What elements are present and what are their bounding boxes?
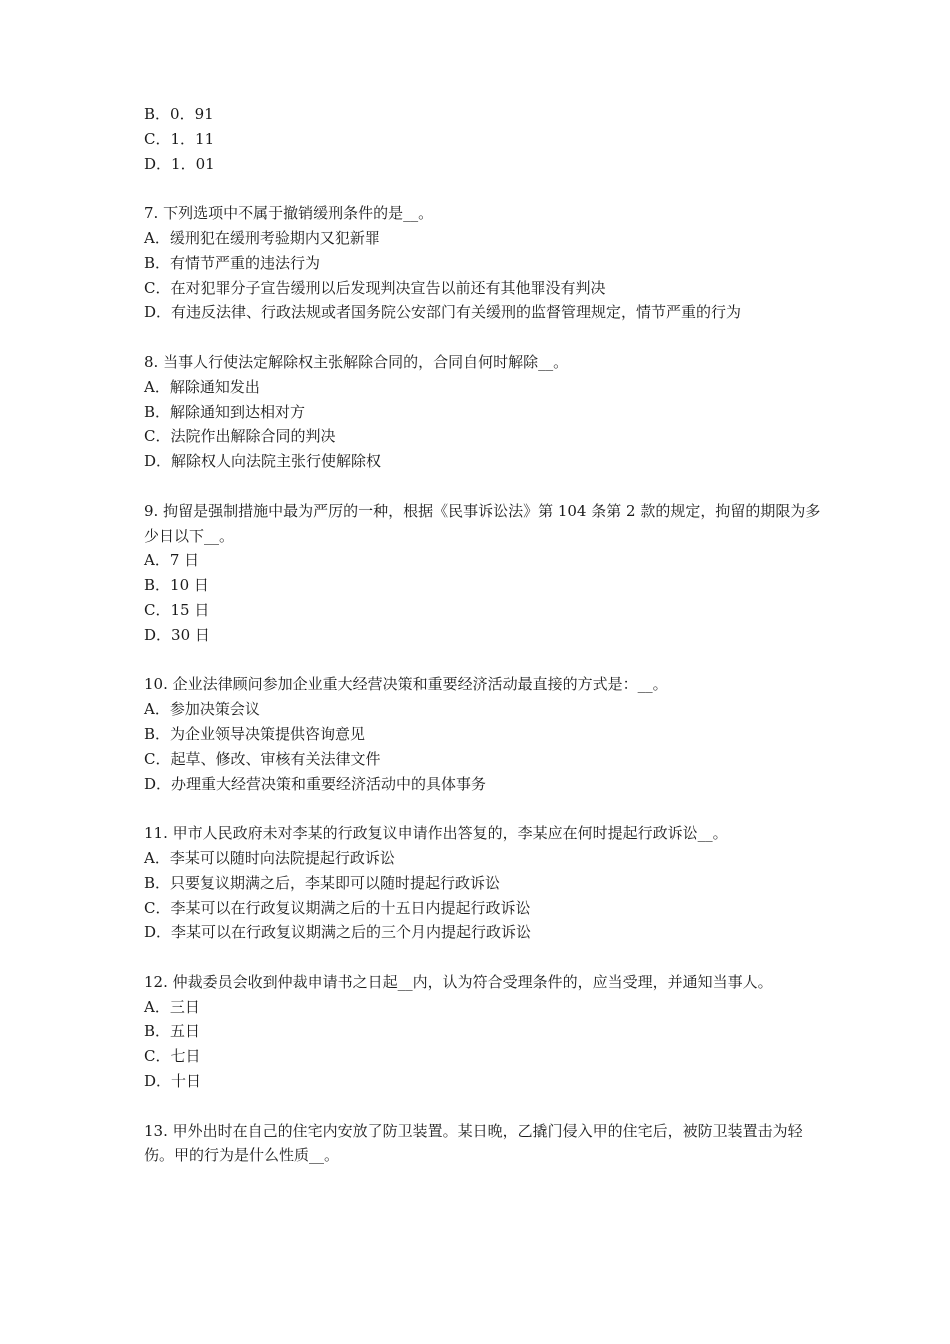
option-d: D．十日 [144, 1072, 202, 1091]
spacer [144, 648, 824, 673]
option-a: A．7 日 [144, 551, 200, 570]
question-stem: 9. 拘留是强制措施中最为严厉的一种，根据《民事诉讼法》第 104 条第 2 款的规定，拘留的期限为多少日以下__。 [144, 501, 821, 545]
option-c: C．李某可以在行政复议期满之后的十五日内提起行政诉讼 [144, 898, 531, 917]
question-stem: 12. 仲裁委员会收到仲裁申请书之日起__内，认为符合受理条件的，应当受理，并通知当事人。 [144, 972, 773, 991]
document-body [144, 102, 824, 1168]
option-c: C．15 日 [144, 600, 210, 619]
option-b: B．解除通知到达相对方 [144, 402, 306, 421]
option-a: A．解除通知发出 [144, 377, 260, 396]
lead-options [144, 102, 824, 176]
option-b: B．有情节严重的违法行为 [144, 253, 321, 272]
question-8 [144, 350, 824, 474]
question-9 [144, 499, 824, 648]
question-13 [144, 1119, 824, 1169]
option-c: C．在对犯罪分子宣告缓刑以后发现判决宣告以前还有其他罪没有判决 [144, 278, 606, 297]
spacer [144, 474, 824, 499]
spacer [144, 945, 824, 970]
option-a: A．李某可以随时向法院提起行政诉讼 [144, 848, 395, 867]
question-7 [144, 201, 824, 325]
question-stem: 8. 当事人行使法定解除权主张解除合同的，合同自何时解除__。 [144, 352, 569, 371]
spacer [144, 796, 824, 821]
option-a: A．缓刑犯在缓刑考验期内又犯新罪 [144, 228, 380, 247]
option-c: C．1．11 [144, 129, 215, 148]
option-b: B．0．91 [144, 105, 214, 123]
option-a: A．三日 [144, 997, 200, 1016]
question-10 [144, 672, 824, 796]
option-a: A．参加决策会议 [144, 700, 260, 719]
question-stem: 11. 甲市人民政府未对李某的行政复议申请作出答复的，李某应在何时提起行政诉讼__。 [144, 824, 728, 843]
option-d: D．办理重大经营决策和重要经济活动中的具体事务 [144, 774, 487, 793]
option-c: C．法院作出解除合同的判决 [144, 427, 336, 446]
question-stem: 10. 企业法律顾问参加企业重大经营决策和重要经济活动最直接的方式是：__。 [144, 675, 668, 694]
option-b: B．为企业领导决策提供咨询意见 [144, 724, 366, 743]
option-b: B．10 日 [144, 576, 209, 595]
question-11 [144, 821, 824, 945]
question-stem: 13. 甲外出时在自己的住宅内安放了防卫装置。某日晚，乙撬门侵入甲的住宅后，被防卫装置击为轻伤。甲的行为是什么性质__。 [144, 1121, 803, 1165]
option-d: D．解除权人向法院主张行使解除权 [144, 452, 382, 471]
option-b: B．五日 [144, 1022, 201, 1041]
question-12 [144, 970, 824, 1094]
spacer [144, 1094, 824, 1119]
spacer [144, 176, 824, 201]
option-d: D．30 日 [144, 625, 210, 644]
option-d: D．有违反法律、行政法规或者国务院公安部门有关缓刑的监督管理规定，情节严重的行为 [144, 303, 742, 322]
option-d: D．1．01 [144, 154, 215, 173]
question-stem: 7. 下列选项中不属于撤销缓刑条件的是__。 [144, 204, 434, 223]
option-d: D．李某可以在行政复议期满之后的三个月内提起行政诉讼 [144, 923, 532, 942]
option-c: C．七日 [144, 1047, 201, 1066]
option-c: C．起草、修改、审核有关法律文件 [144, 749, 381, 768]
spacer [144, 325, 824, 350]
option-b: B．只要复议期满之后，李某即可以随时提起行政诉讼 [144, 873, 501, 892]
